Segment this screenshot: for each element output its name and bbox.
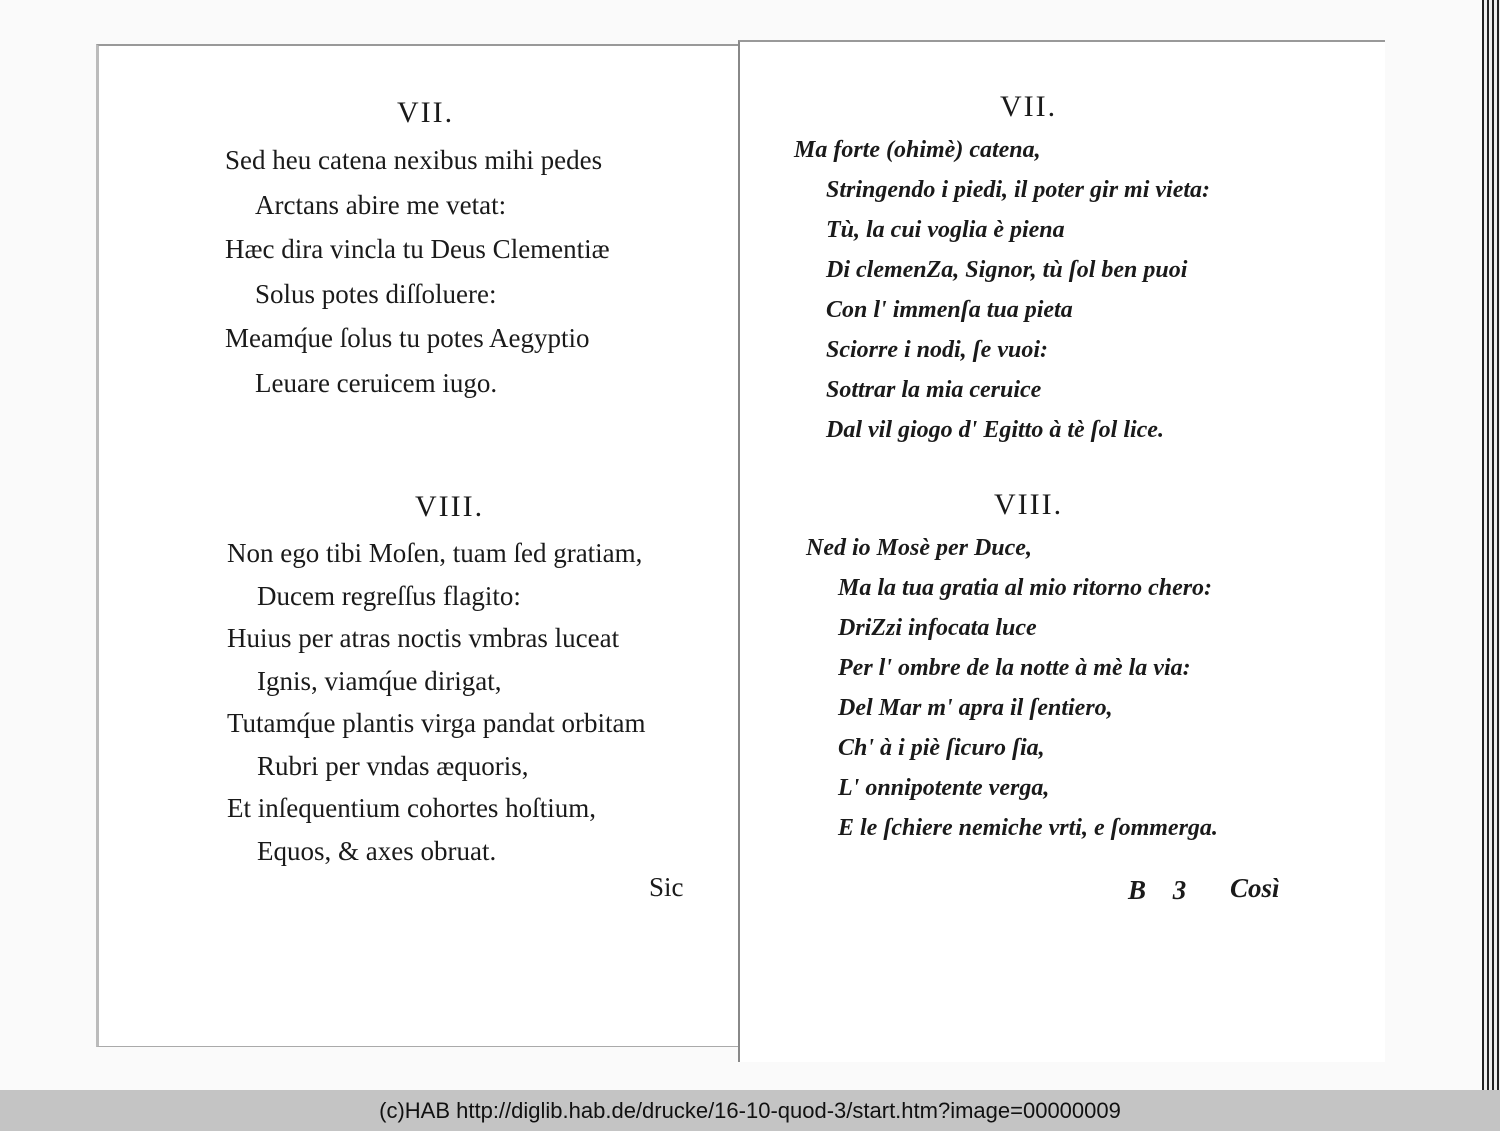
latin-verse-vii <box>225 138 610 405</box>
verse-line: Equos, & axes obruat. <box>257 835 497 866</box>
section-heading: VIII. <box>994 488 1064 521</box>
section-heading: VII. <box>397 96 455 129</box>
verse-line: DriZzi infocata luce <box>838 615 1037 641</box>
italian-verse-viii <box>806 528 1218 848</box>
catchword: Così <box>1230 873 1280 903</box>
verse-line: Sed heu catena nexibus mihi pedes <box>225 145 603 175</box>
verse-line: Hæc dira vincla tu Deus Clementiæ <box>225 234 610 264</box>
verse-line: Ch' à i piè ſicuro ſia, <box>838 735 1045 761</box>
verse-line: Sottrar la mia ceruice <box>826 377 1042 403</box>
verse-line: Non ego tibi Moſen, tuam ſed gratiam, <box>227 538 643 568</box>
left-page <box>96 44 739 1047</box>
verse-line: Con l' immenſa tua pieta <box>826 297 1073 323</box>
verse-line: Di clemenZa, Signor, tù ſol ben puoi <box>826 257 1188 283</box>
verse-line: Tutamq́ue plantis virga pandat orbitam <box>227 708 646 738</box>
latin-verse-viii <box>227 532 645 872</box>
signature-mark: B 3 <box>1128 875 1187 905</box>
italian-verse-vii <box>794 130 1210 450</box>
verse-line: Huius per atras noctis vmbras luceat <box>227 623 620 653</box>
verse-line: Stringendo i piedi, il poter gir mi vieta: <box>826 177 1210 203</box>
verse-line: Tù, la cui voglia è piena <box>826 217 1065 243</box>
verse-line: Arctans abire me vetat: <box>255 189 507 220</box>
verse-line: Ma la tua gratia al mio ritorno chero: <box>838 575 1213 601</box>
verse-line: Meamq́ue ſolus tu potes Aegyptio <box>225 323 590 353</box>
section-heading: VIII. <box>415 490 485 523</box>
page-edges <box>1482 0 1500 1090</box>
verse-line: Ma forte (ohimè) catena, <box>794 137 1041 163</box>
verse-line: L' onnipotente verga, <box>838 775 1050 801</box>
verse-line: Ignis, viamq́ue dirigat, <box>257 665 502 696</box>
verse-line: Ned io Mosè per Duce, <box>806 535 1032 561</box>
verse-line: Per l' ombre de la notte à mè la via: <box>838 655 1191 681</box>
verse-line: Leuare ceruicem iugo. <box>255 367 498 398</box>
verse-line: Sciorre i nodi, ſe vuoi: <box>826 337 1048 363</box>
verse-line: Rubri per vndas æquoris, <box>257 750 529 781</box>
verse-line: Ducem regreſſus flagito: <box>257 580 521 611</box>
verse-line: Del Mar m' apra il ſentiero, <box>838 695 1113 721</box>
verse-line: Dal vil giogo d' Egitto à tè ſol lice. <box>826 417 1164 443</box>
copyright-footer: (c)HAB http://diglib.hab.de/drucke/16-10-quod-3/start.htm?image=00000009 <box>0 1090 1500 1131</box>
verse-line: Et inſequentium cohortes hoſtium, <box>227 793 596 823</box>
verse-line: Solus potes diſſoluere: <box>255 278 497 309</box>
right-page <box>738 40 1385 1062</box>
section-heading: VII. <box>1000 90 1058 123</box>
verse-line: E le ſchiere nemiche vrti, e ſommerga. <box>838 815 1218 841</box>
catchword: Sic <box>649 872 684 902</box>
